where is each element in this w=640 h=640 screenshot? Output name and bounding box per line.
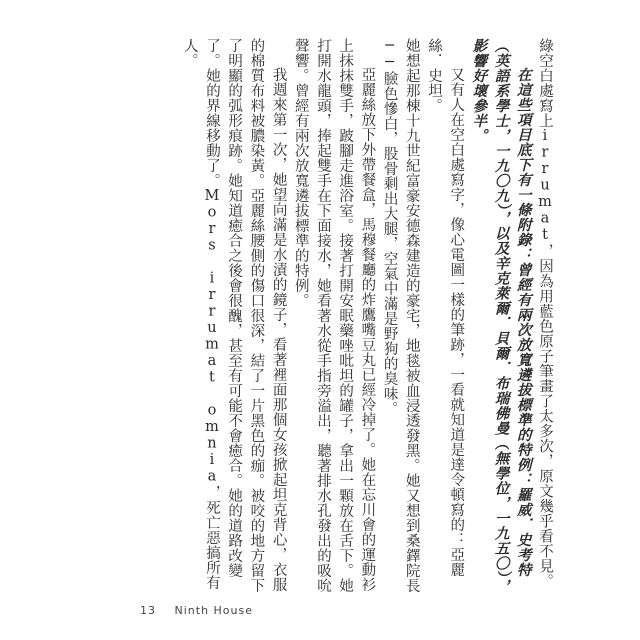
vertical-text-block (16, 38, 556, 598)
page-footer (140, 604, 253, 617)
paragraph-5: 亞麗絲放下外帶餐盒，馬穆餐廳的炸鷹嘴豆丸已經冷掉了。她在忘川會的運動衫上抹抹雙手，跛腳走進浴室。接著打開安眠藥唑吡坦的罐子，拿出一顆放在舌下。她打開水龍頭，捧起雙手在下面接水，她看著水從手指旁溢出，聽著排水孔發出的吸吮聲響。曾經有兩次放寬遴拔標準的特例。 (292, 38, 376, 593)
paragraph-1: 綠空白處寫上irrumat，因為用藍色原子筆畫了太多次，原文幾乎看不見。 (537, 38, 553, 589)
paragraph-2-appendix: 在這些項目底下有一條附錄：曾經有兩次放寬遴拔標準的特例：羅威．史考特（英語系學士，一九〇九），以及辛克萊爾．貝爾．布瑞佛曼（無學位，一九五〇），影響好壞參半。 (470, 38, 532, 594)
paragraph-3: 又有人在空白處寫字，像心電圖一樣的筆跡，一看就知道是達令頓寫的：亞麗絲．史坦。 (425, 38, 465, 577)
paragraph-6: 我週來第一次，她望向滿是水漬的鏡子，看著裡面那個女孩掀起坦克背心，衣服的棉質布料被膿染黃。亞麗絲腰側的傷口很深，結了一片黑色的痂。被咬的地方留下了明顯的弧形痕跡。她知道癒合之後會很醜，甚至有可能不會癒合。她的道路改變了。她的界線移動了。Mors irrumat omnia，死亡惡搞所有人。 (181, 38, 287, 593)
paragraph-4: 她想起那棟十九世紀富豪安德森建造的豪宅，地毯被血浸透發黑。她又想到桑鐸院長──臉色慘白，股骨剩出大腿，空氣中滿是野狗的臭味。 (381, 38, 420, 593)
page-number: 13 (140, 604, 156, 617)
running-title: Ninth House (174, 604, 254, 617)
